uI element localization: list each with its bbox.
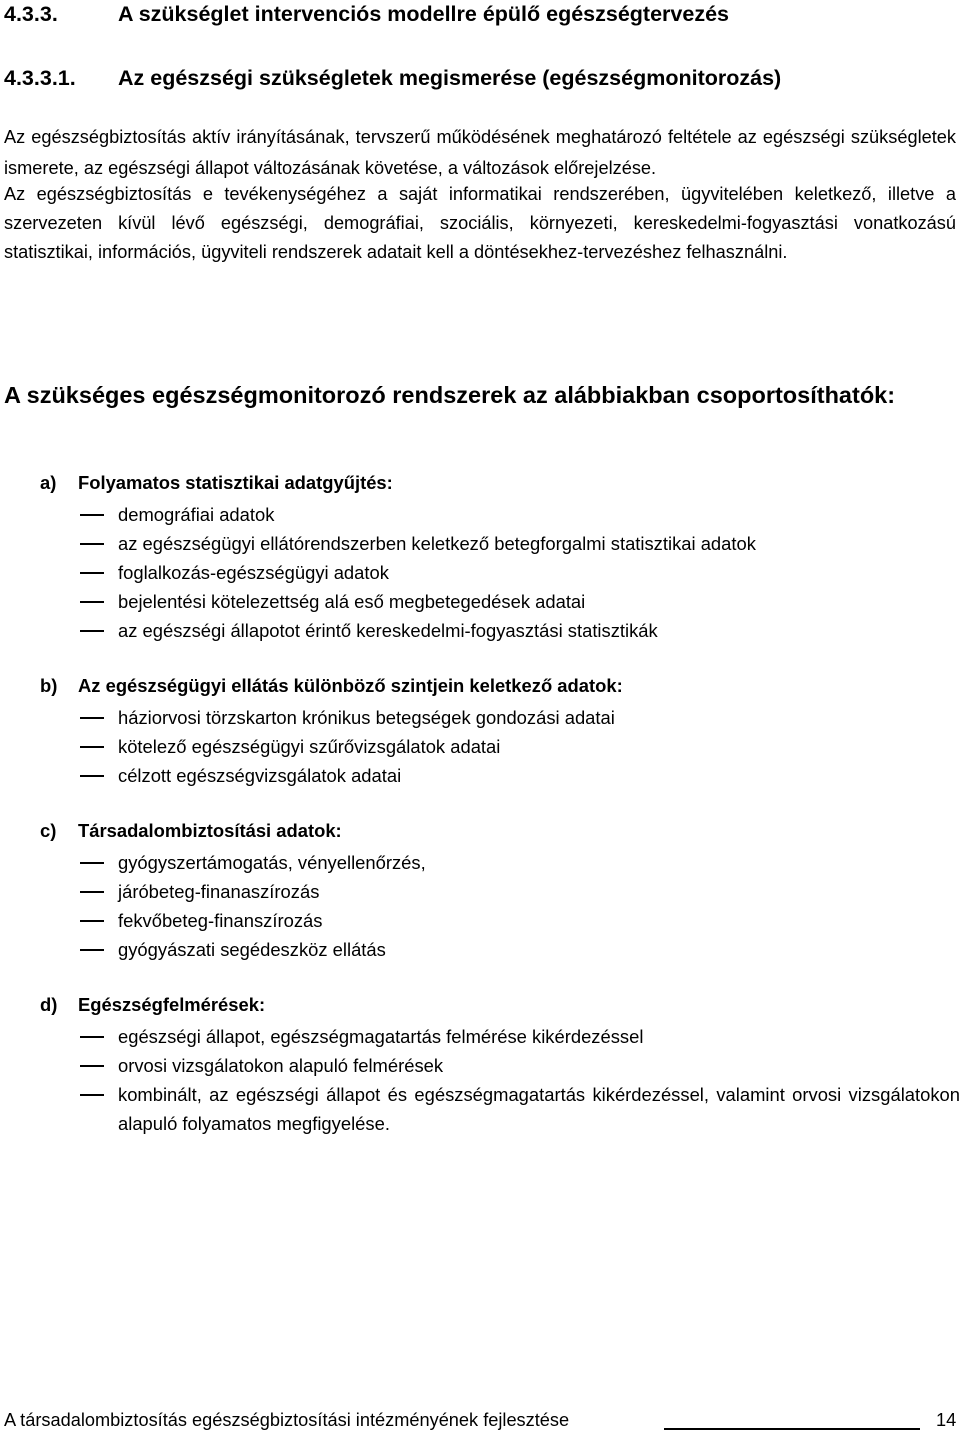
section-heading [4,2,729,27]
list-item: az egészségi állapotot érintő kereskedelmi-fogyasztási statisztikák [80,616,960,645]
list-item: foglalkozás-egészségügyi adatok [80,558,960,587]
dash-bullet [80,746,104,748]
dash-bullet [80,1094,104,1096]
list-item: gyógyászati segédeszköz ellátás [80,935,960,964]
list-item: gyógyszertámogatás, vényellenőrzés, [80,848,960,877]
section-letter: a) [40,472,57,493]
section-title: Társadalombiztosítási adatok: [78,820,342,841]
subsection-title: Az egészségi szükségletek megismerése (egészségmonitorozás) [118,66,782,90]
section-d-heading [40,994,265,1016]
list-item: orvosi vizsgálatokon alapuló felmérések [80,1051,960,1080]
dash-bullet [80,891,104,893]
section-a-heading [40,472,393,494]
section-letter: d) [40,994,58,1015]
list-item: bejelentési kötelezettség alá eső megbetegedések adatai [80,587,960,616]
subsection-number: 4.3.3.1. [4,66,76,90]
section-c-heading [40,820,342,842]
section-title: Folyamatos statisztikai adatgyűjtés: [78,472,393,493]
section-title: Egészségfelmérések: [78,994,266,1015]
dash-bullet [80,775,104,777]
dash-bullet [80,572,104,574]
section-b-heading [40,675,623,697]
footer-text: A társadalombiztosítás egészségbiztosítási intézményének fejlesztése [4,1410,570,1430]
section-number: 4.3.3. [4,2,58,26]
dash-bullet [80,601,104,603]
dash-bullet [80,1065,104,1067]
subsection-heading [4,66,781,91]
list-item: háziorvosi törzskarton krónikus betegségek gondozási adatai [80,703,960,732]
list-item: járóbeteg-finanaszírozás [80,877,960,906]
dash-bullet [80,920,104,922]
list-item: az egészségügyi ellátórendszerben keletkező betegforgalmi statisztikai adatok [80,529,960,558]
list-item: kombinált, az egészségi állapot és egészségmagatartás kikérdezéssel, valamint orvosi vizsgálatokon alapuló folyamatos megfigyelése. [80,1080,960,1138]
section-title: A szükséglet intervenciós modellre épülő egészségtervezés [118,2,729,26]
dash-bullet [80,717,104,719]
dash-bullet [80,949,104,951]
list-item: demográfiai adatok [80,500,960,529]
list-item: fekvőbeteg-finanszírozás [80,906,960,935]
section-letter: c) [40,820,57,841]
dash-bullet [80,543,104,545]
intro-paragraph: Az egészségbiztosítás aktív irányításának, tervszerű működésének meghatározó feltétele az egészségi szükségletek ismerete, az egészségi állapot változásának követése, a változások előrejelzése. [4,127,956,178]
groups-subheading: A szükséges egészségmonitorozó rendszerek az alábbiakban csoportosíthatók: [4,382,896,408]
dash-bullet [80,862,104,864]
list-item: kötelező egészségügyi szűrővizsgálatok adatai [80,732,960,761]
page-number: 14 [936,1410,957,1430]
dash-bullet [80,1036,104,1038]
section-title: Az egészségügyi ellátás különböző szintjein keletkező adatok: [78,675,623,696]
dash-bullet [80,630,104,632]
section-letter: b) [40,675,58,696]
body-paragraph: Az egészségbiztosítás e tevékenységéhez a saját informatikai rendszerében, ügyvitelében keletkező, illetve a szervezeten kívül lévő egészségi, demográfiai, szociális, környezeti, kereskedelmi-fogyasztási vonatkozású statisztikai, információs, ügyviteli rendszerek adatait kell a döntésekhez-tervezéshez felhasználni. [4,184,956,262]
dash-bullet [80,514,104,516]
list-item: célzott egészségvizsgálatok adatai [80,761,960,790]
list-item: egészségi állapot, egészségmagatartás felmérése kikérdezéssel [80,1022,960,1051]
footer-rule [664,1428,920,1430]
